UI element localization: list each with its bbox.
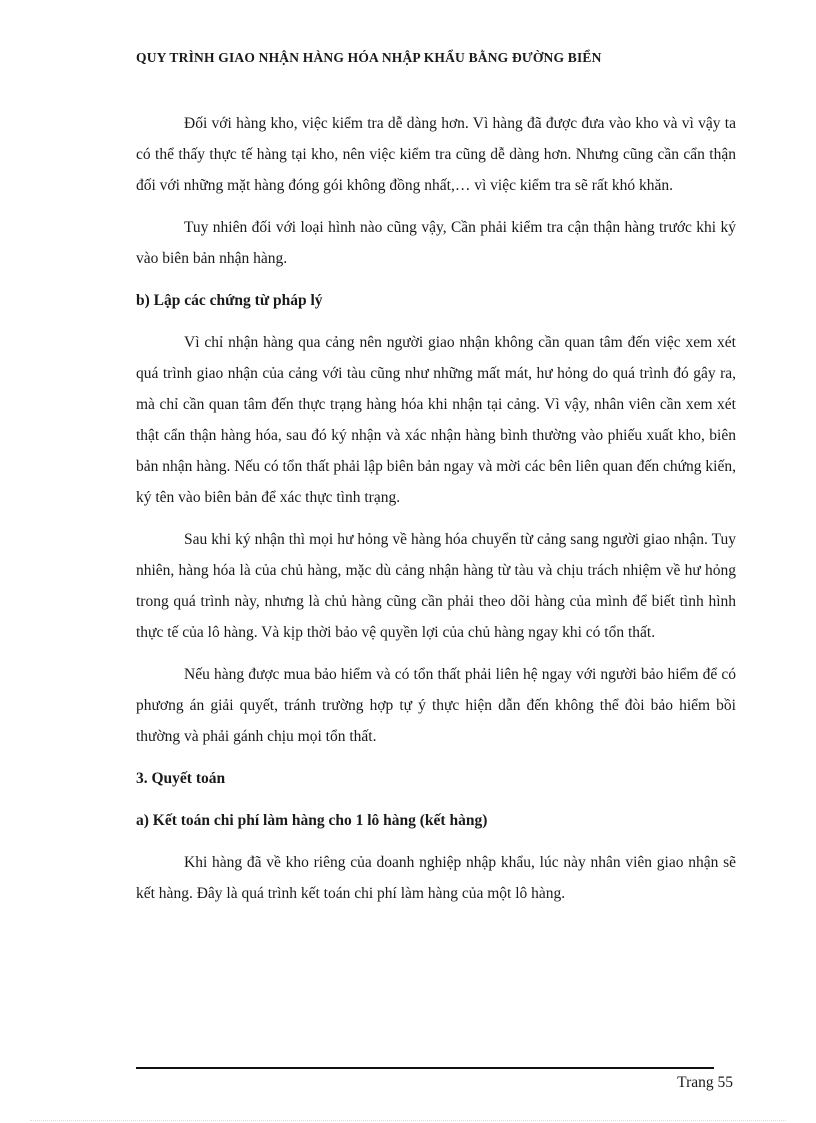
paragraph: Vì chỉ nhận hàng qua cảng nên người giao nhận không cần quan tâm đến việc xem xét quá trình giao nhận của cảng với tàu cũng như những mất mát, hư hỏng do quá trình đó gây ra, mà chỉ cần quan tâm đến thực trạng hàng hóa khi nhận tại cảng. Vì vậy, nhân viên cần xem xét thật cẩn thận hàng hóa, sau đó ký nhận và xác nhận hàng bình thường vào phiếu xuất kho, biên bản nhận hàng. Nếu có tổn thất phải lập biên bản ngay và mời các bên liên quan đến chứng kiến, ký tên vào biên bản để xác thực tình trạng. xyxy=(136,334,736,506)
document-body xyxy=(136,108,736,909)
section-heading: 3. Quyết toán xyxy=(136,770,226,787)
footer-divider xyxy=(136,1067,714,1069)
page-edge-divider xyxy=(30,1120,786,1121)
paragraph: Đối với hàng kho, việc kiểm tra dễ dàng hơn. Vì hàng đã được đưa vào kho và vì vậy ta có thể thấy thực tế hàng tại kho, nên việc kiểm tra cũng dễ dàng hơn. Nhưng cũng cần cẩn thận đối với những mặt hàng đóng gói không đồng nhất,… vì việc kiểm tra sẽ rất khó khăn. xyxy=(136,115,736,194)
page-number: Trang 55 xyxy=(677,1074,733,1091)
paragraph: Tuy nhiên đối với loại hình nào cũng vậy, Cần phải kiểm tra cận thận hàng trước khi ký vào biên bản nhận hàng. xyxy=(136,219,736,267)
paragraph: Khi hàng đã về kho riêng của doanh nghiệp nhập khẩu, lúc này nhân viên giao nhận sẽ kết hàng. Đây là quá trình kết toán chi phí làm hàng của một lô hàng. xyxy=(136,854,736,902)
section-heading: a) Kết toán chi phí làm hàng cho 1 lô hàng (kết hàng) xyxy=(136,812,488,829)
running-header: QUY TRÌNH GIAO NHẬN HÀNG HÓA NHẬP KHẨU BẰNG ĐƯỜNG BIỂN xyxy=(136,50,602,65)
paragraph: Nếu hàng được mua bảo hiểm và có tổn thất phải liên hệ ngay với người bảo hiểm để có phương án giải quyết, tránh trường hợp tự ý thực hiện dẫn đến không thể đòi bảo hiểm bồi thường và phải gánh chịu mọi tổn thất. xyxy=(136,666,736,745)
section-heading: b) Lập các chứng từ pháp lý xyxy=(136,292,323,309)
paragraph: Sau khi ký nhận thì mọi hư hỏng về hàng hóa chuyển từ cảng sang người giao nhận. Tuy nhiên, hàng hóa là của chủ hàng, mặc dù cảng nhận hàng từ tàu và chịu trách nhiệm về hư hỏng trong quá trình này, nhưng là chủ hàng cũng cần phải theo dõi hàng của mình để biết tình hình thực tế của lô hàng. Và kịp thời bảo vệ quyền lợi của chủ hàng ngay khi có tổn thất. xyxy=(136,531,736,641)
